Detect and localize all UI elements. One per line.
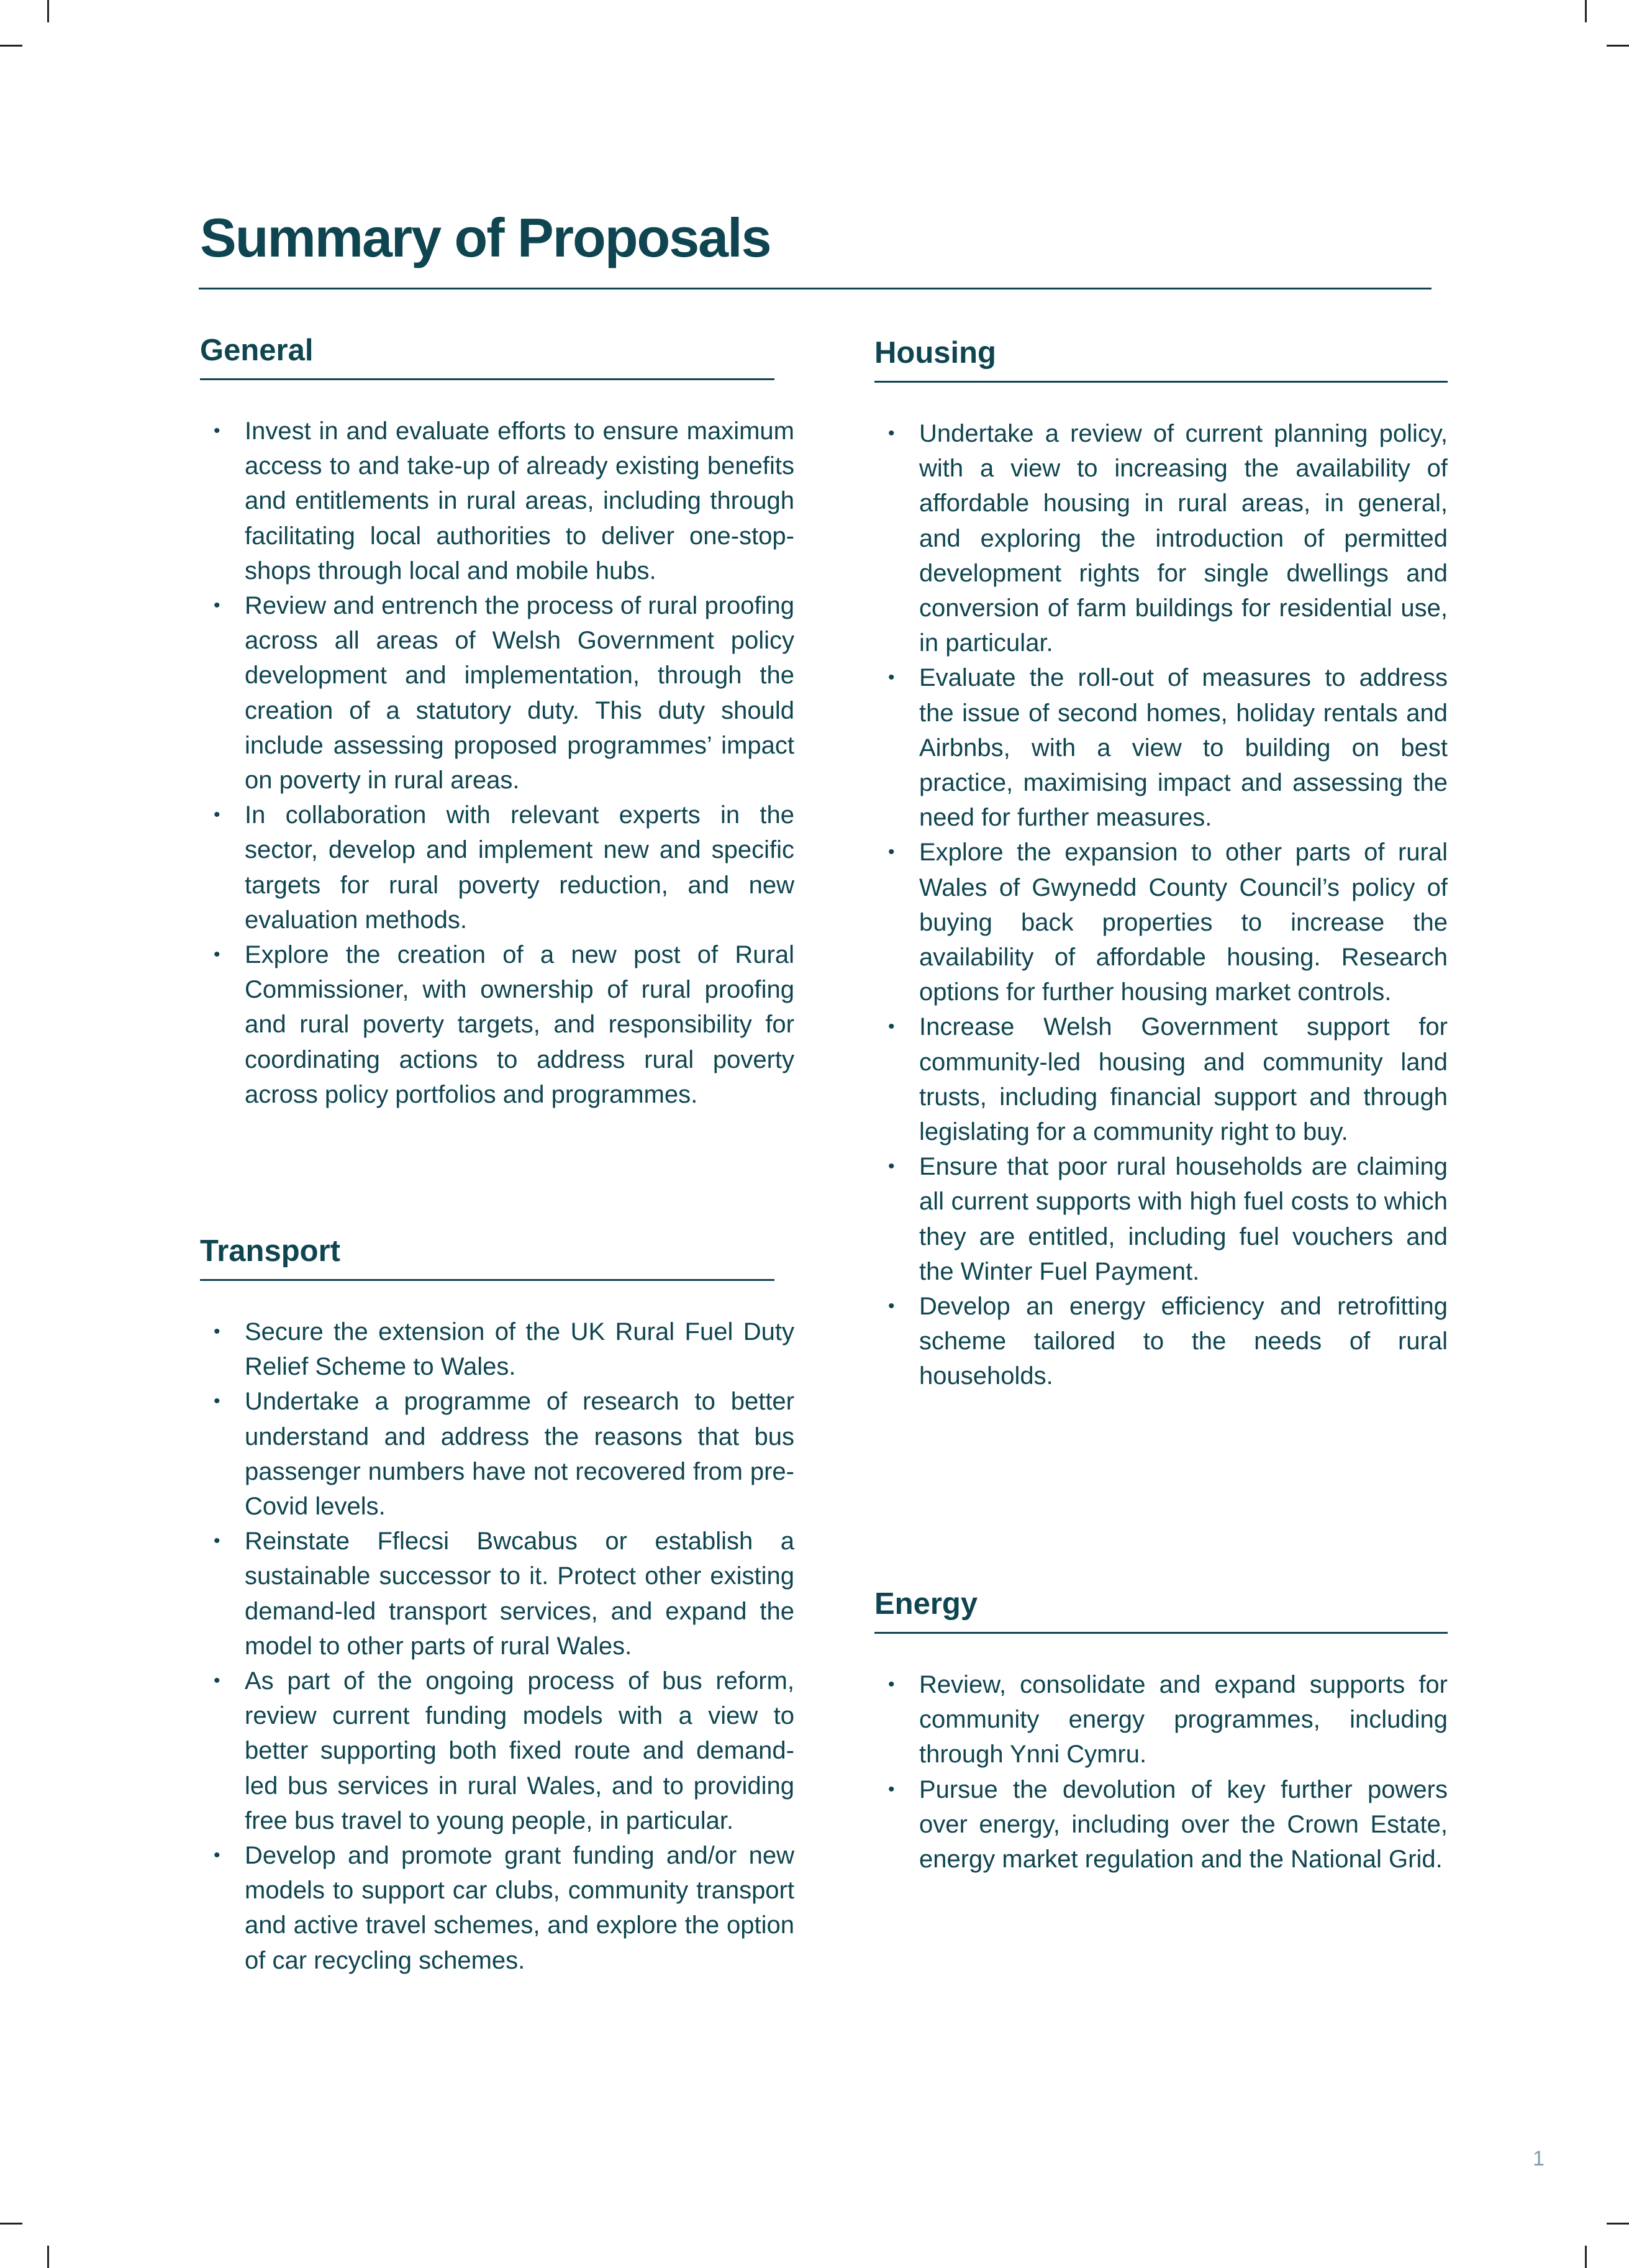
bullet-icon: • — [888, 667, 895, 688]
bullet-icon: • — [214, 595, 220, 616]
bullet-icon: • — [888, 1016, 895, 1037]
crop-mark-bottom-left-vertical — [47, 2246, 49, 2268]
list-general — [200, 414, 794, 1112]
list-item-text: As part of the ongoing process of bus reform, review current funding models with a view to better supporting both fixed route and demand-led bus services in rural Wales, and to providing free bus travel to young people, in particular. — [245, 1667, 794, 1834]
title-divider — [199, 288, 1432, 289]
list-item — [200, 1314, 794, 1384]
list-item-text: Increase Welsh Government support for community-led housing and community land trusts, including financial support and through legislating for a community right to buy. — [919, 1013, 1448, 1146]
crop-mark-top-right-horizontal — [1607, 45, 1629, 47]
crop-mark-top-right-vertical — [1585, 0, 1587, 22]
list-item-text: In collaboration with relevant experts in the sector, develop and implement new and specific targets for rural poverty reduction, and new evaluation methods. — [245, 801, 794, 934]
bullet-icon: • — [214, 1845, 220, 1866]
section-heading-housing: Housing — [874, 338, 1448, 383]
list-item — [200, 1838, 794, 1978]
section-transport — [200, 1236, 794, 1978]
crop-mark-bottom-right-horizontal — [1607, 2223, 1629, 2225]
list-housing — [874, 416, 1448, 1394]
list-item-text: Ensure that poor rural households are claiming all current supports with high fuel costs to which they are entitled, including fuel vouchers and the Winter Fuel Payment. — [919, 1153, 1448, 1285]
bullet-icon: • — [888, 1156, 895, 1177]
list-item — [874, 1289, 1448, 1394]
section-heading-energy: Energy — [874, 1589, 1448, 1634]
list-item — [200, 1524, 794, 1664]
section-heading-transport: Transport — [200, 1236, 774, 1281]
list-item — [874, 1149, 1448, 1289]
list-energy — [874, 1667, 1448, 1877]
page-title: Summary of Proposals — [200, 207, 771, 268]
list-item — [200, 588, 794, 798]
list-item — [874, 416, 1448, 660]
list-item-text: Explore the creation of a new post of Rural Commissioner, with ownership of rural proofing and rural poverty targets, and responsibility for coordinating actions to address rural poverty across policy portfolios and programmes. — [245, 941, 794, 1108]
bullet-icon: • — [214, 1321, 220, 1342]
list-item-text: Secure the extension of the UK Rural Fuel Duty Relief Scheme to Wales. — [245, 1318, 794, 1381]
list-item-text: Review, consolidate and expand supports for community energy programmes, including through Ynni Cymru. — [919, 1671, 1448, 1769]
list-transport — [200, 1314, 794, 1978]
list-item-text: Review and entrench the process of rural proofing across all areas of Welsh Government policy development and implementation, through the creation of a statutory duty. This duty should include assessing proposed programmes’ impact on poverty in rural areas. — [245, 592, 794, 795]
page-number: 1 — [1533, 2147, 1545, 2170]
section-general — [200, 335, 794, 1112]
bullet-icon: • — [888, 1778, 895, 1800]
crop-mark-top-left-vertical — [47, 0, 49, 22]
list-item-text: Pursue the devolution of key further powers over energy, including over the Crown Estate, energy market regulation and the National Grid. — [919, 1775, 1448, 1874]
list-item — [874, 1667, 1448, 1772]
bullet-icon: • — [214, 944, 220, 965]
bullet-icon: • — [888, 1674, 895, 1695]
list-item — [874, 1772, 1448, 1877]
list-item-text: Reinstate Fflecsi Bwcabus or establish a sustainable successor to it. Protect other existing demand-led transport services, and expand the model to other parts of rural Wales. — [245, 1528, 794, 1660]
list-item — [874, 835, 1448, 1009]
list-item-text: Undertake a review of current planning policy, with a view to increasing the availability of affordable housing in rural areas, in general, and exploring the introduction of permitted development rights for single dwellings and conversion of farm buildings for residential use, in particular. — [919, 420, 1448, 657]
section-housing — [874, 338, 1448, 1394]
list-item — [200, 414, 794, 588]
list-item — [200, 1664, 794, 1838]
list-item-text: Evaluate the roll-out of measures to address the issue of second homes, holiday rentals and Airbnbs, with a view to building on best practice, maximising impact and assessing the need for further measures. — [919, 664, 1448, 832]
crop-mark-bottom-left-horizontal — [0, 2223, 22, 2225]
bullet-icon: • — [214, 421, 220, 441]
list-item-text: Develop and promote grant funding and/or new models to support car clubs, community transport and active travel schemes, and explore the option of car recycling schemes. — [245, 1842, 794, 1974]
list-item-text: Explore the expansion to other parts of rural Wales of Gwynedd County Council’s policy of buying back properties to increase the availability of affordable housing. Research options for further housing market controls. — [919, 839, 1448, 1006]
list-item-text: Undertake a programme of research to better understand and address the reasons that bus passenger numbers have not recovered from pre-Covid levels. — [245, 1388, 794, 1521]
list-item-text: Develop an energy efficiency and retrofitting scheme tailored to the needs of rural households. — [919, 1293, 1448, 1390]
bullet-icon: • — [214, 1531, 220, 1552]
bullet-icon: • — [214, 1670, 220, 1692]
crop-mark-top-left-horizontal — [0, 45, 22, 47]
crop-mark-bottom-right-vertical — [1585, 2246, 1587, 2268]
list-item — [200, 798, 794, 937]
list-item — [200, 937, 794, 1112]
bullet-icon: • — [888, 842, 895, 863]
list-item — [200, 1384, 794, 1524]
bullet-icon: • — [214, 804, 220, 826]
bullet-icon: • — [888, 1296, 895, 1317]
bullet-icon: • — [214, 1391, 220, 1412]
list-item — [874, 660, 1448, 835]
bullet-icon: • — [888, 423, 895, 444]
list-item — [874, 1009, 1448, 1149]
section-heading-general: General — [200, 335, 774, 380]
list-item-text: Invest in and evaluate efforts to ensure maximum access to and take-up of already existing benefits and entitlements in rural areas, including through facilitating local authorities to deliver one-stop-shops through local and mobile hubs. — [245, 417, 794, 585]
section-energy — [874, 1589, 1448, 1877]
